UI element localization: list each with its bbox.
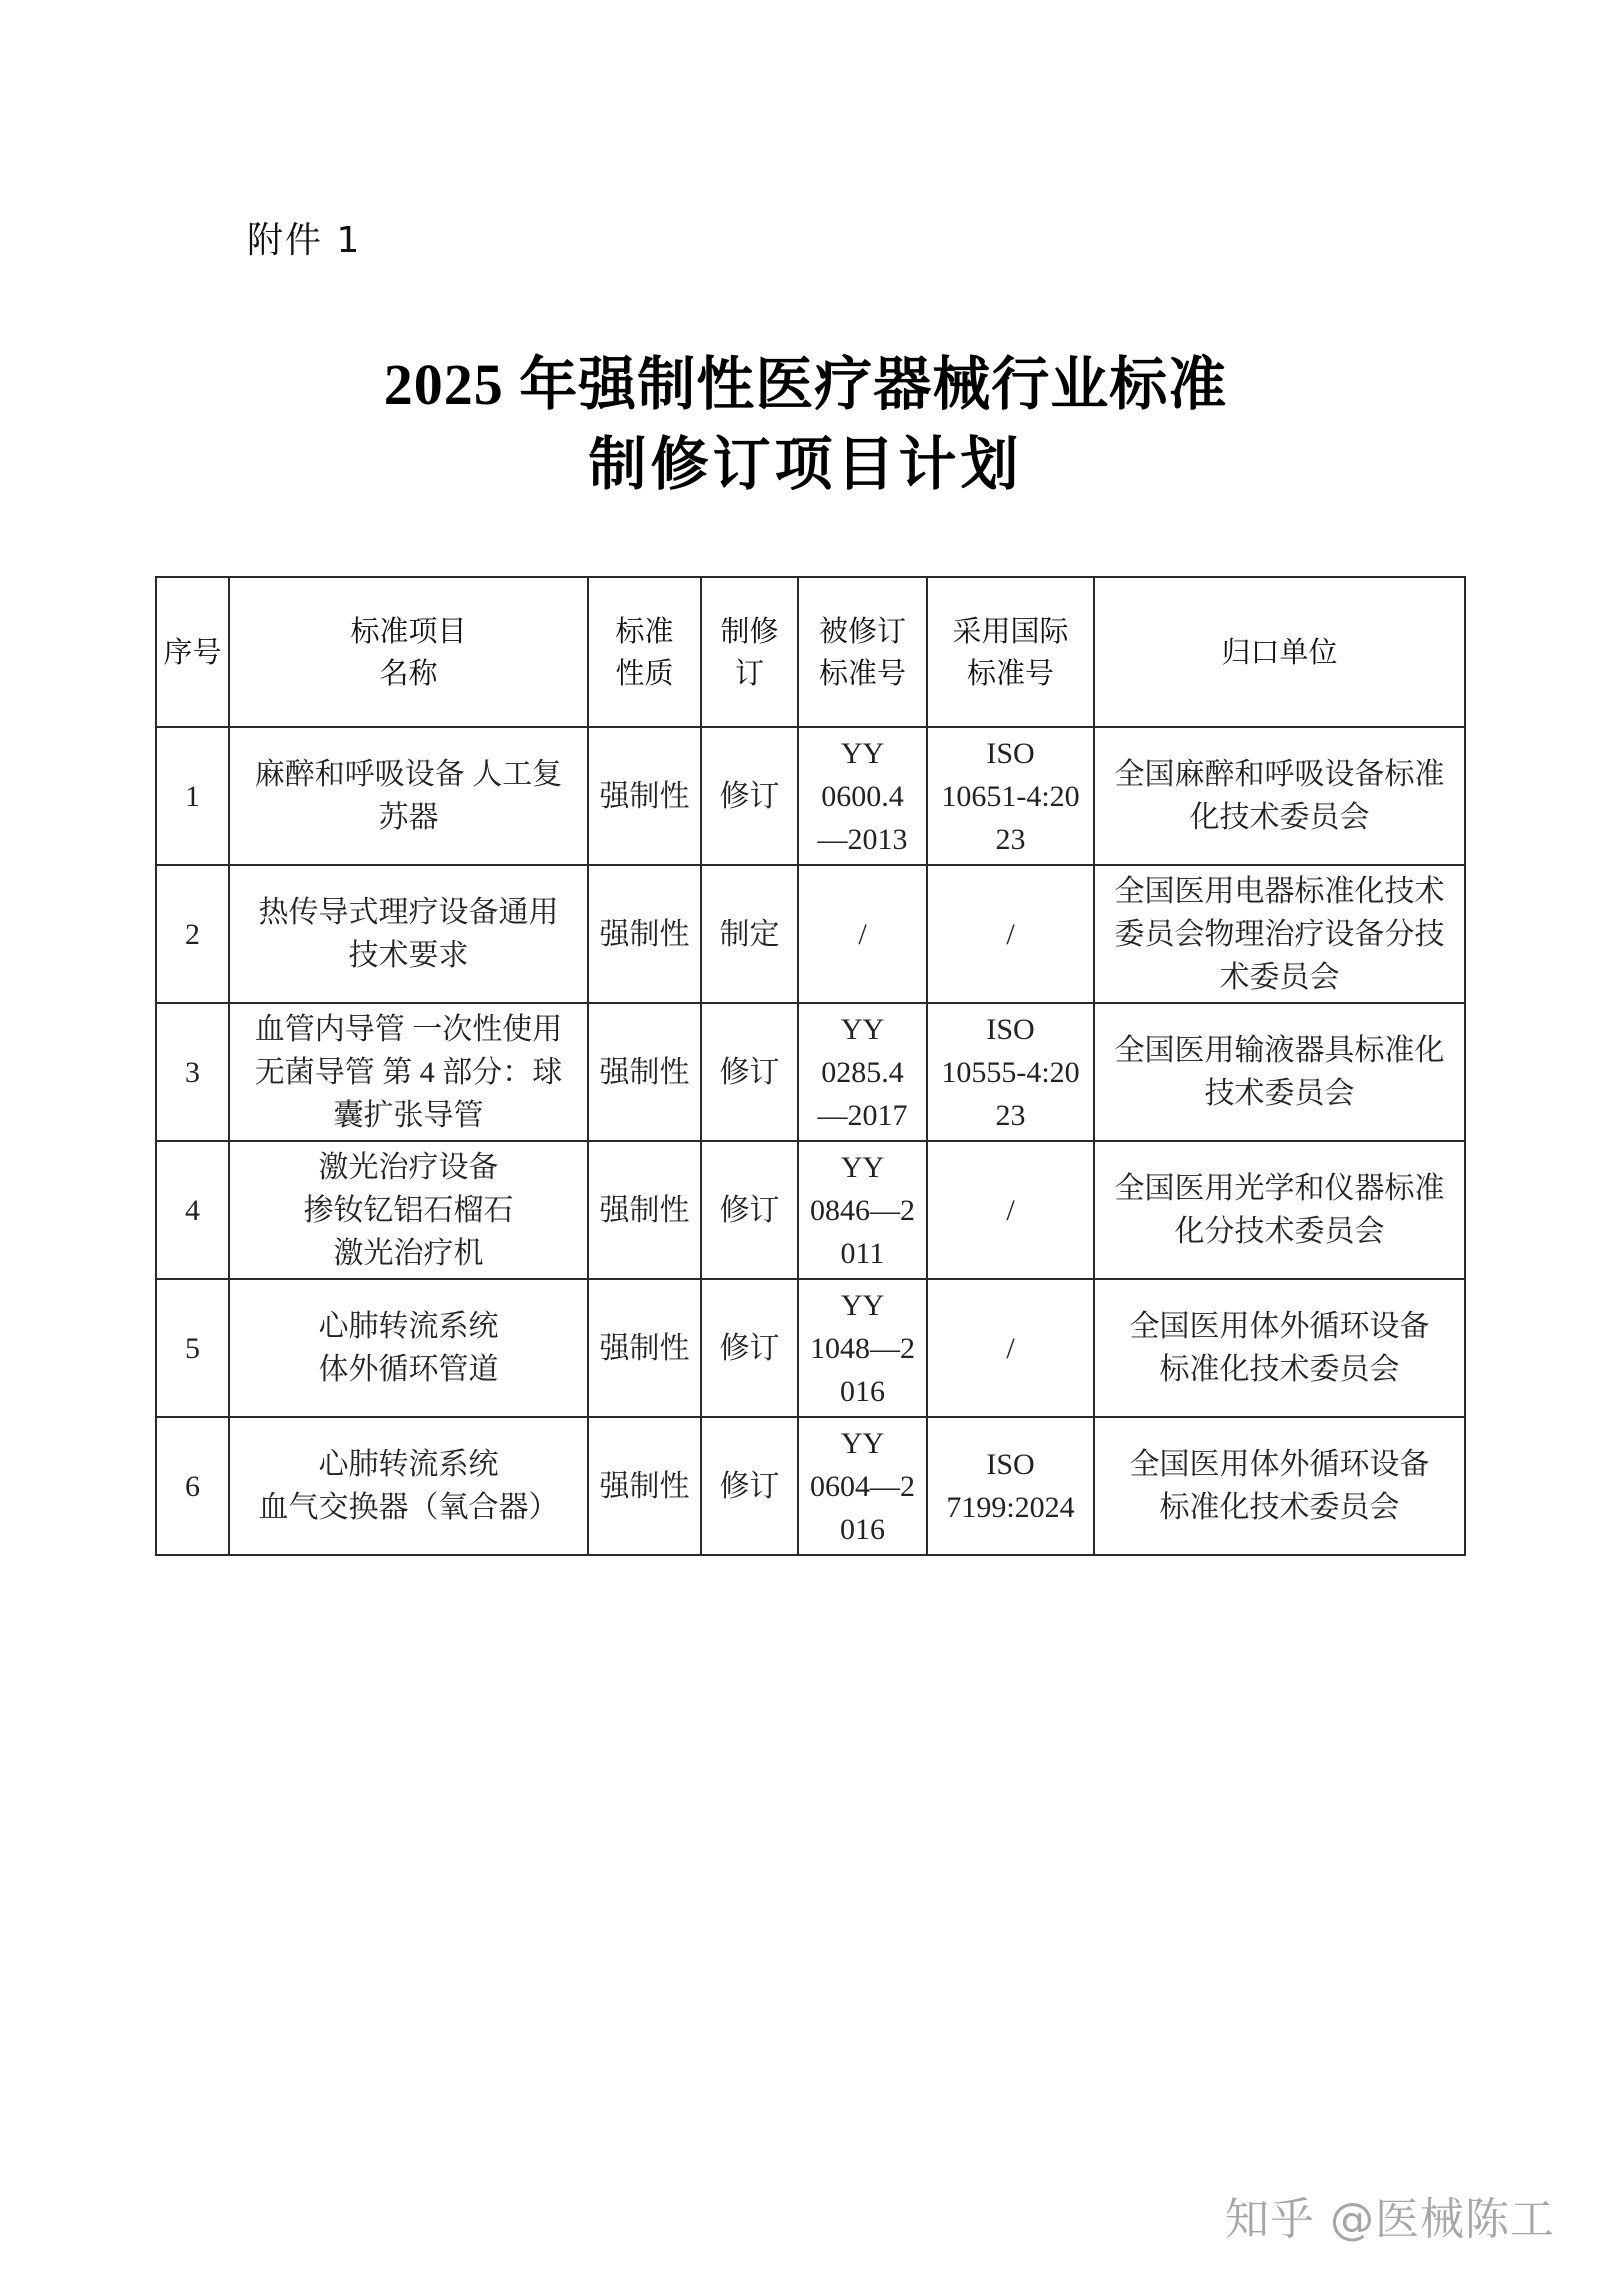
cell-text: 0604—2 xyxy=(810,1469,915,1503)
table-row xyxy=(156,1279,1465,1417)
cell-text: 0846—2 xyxy=(810,1193,915,1227)
cell-text: 血管内导管 一次性使用 xyxy=(254,1012,563,1046)
cell-serial-no: 3 xyxy=(156,1003,229,1141)
cell-international-standard xyxy=(927,1279,1094,1417)
cell-responsible-unit xyxy=(1094,865,1465,1003)
cell-international-standard xyxy=(927,865,1094,1003)
cell-text: 标准化技术委员会 xyxy=(1159,1353,1400,1386)
cell-text: 10651-4:20 xyxy=(941,779,1080,813)
cell-text: 0600.4 xyxy=(821,779,904,813)
cell-text: 激光治疗设备 xyxy=(318,1150,499,1184)
cell-text: 麻醉和呼吸设备 人工复 xyxy=(254,758,563,791)
table-row xyxy=(156,1141,1465,1279)
header-text: 标准项目 xyxy=(350,614,467,648)
table-row xyxy=(156,727,1465,865)
header-international-standard xyxy=(927,577,1094,727)
cell-nature: 强制性 xyxy=(588,865,701,1003)
cell-serial-no: 1 xyxy=(156,727,229,865)
cell-revised-standard xyxy=(798,727,927,865)
cell-text: 10555-4:20 xyxy=(941,1055,1080,1089)
cell-responsible-unit xyxy=(1094,1141,1465,1279)
cell-responsible-unit xyxy=(1094,1003,1465,1141)
header-text: 名称 xyxy=(379,656,438,690)
cell-revision-type: 修订 xyxy=(701,1141,798,1279)
header-text: 性质 xyxy=(615,656,674,690)
cell-international-standard xyxy=(927,1141,1094,1279)
cell-text: YY xyxy=(840,1012,885,1046)
cell-text: 016 xyxy=(840,1374,885,1408)
header-project-name xyxy=(229,577,588,727)
cell-text: 全国医用输液器具标准化 xyxy=(1114,1034,1445,1067)
header-text: 归口单位 xyxy=(1221,635,1338,669)
header-revised-standard xyxy=(798,577,927,727)
header-text: 标准号 xyxy=(966,656,1054,690)
cell-revision-type: 修订 xyxy=(701,1417,798,1555)
cell-text: 016 xyxy=(840,1512,885,1546)
cell-text: / xyxy=(1006,1331,1015,1365)
header-text: 订 xyxy=(734,656,764,690)
cell-text: 热传导式理疗设备通用 xyxy=(258,896,559,929)
cell-serial-no: 6 xyxy=(156,1417,229,1555)
cell-project-name xyxy=(229,1003,588,1141)
cell-text: 术委员会 xyxy=(1219,960,1340,994)
cell-text: ISO xyxy=(986,736,1035,770)
header-revision-type xyxy=(701,577,798,727)
cell-text: 011 xyxy=(840,1236,885,1270)
cell-nature: 强制性 xyxy=(588,1141,701,1279)
cell-text: 掺钕钇铝石榴石 xyxy=(303,1193,514,1227)
cell-text: 7199:2024 xyxy=(946,1491,1075,1524)
cell-nature: 强制性 xyxy=(588,1279,701,1417)
cell-text: 全国医用电器标准化技术 xyxy=(1114,874,1445,908)
header-serial-no xyxy=(156,577,229,727)
cell-revision-type: 修订 xyxy=(701,727,798,865)
cell-serial-no: 5 xyxy=(156,1279,229,1417)
cell-international-standard xyxy=(927,1003,1094,1141)
cell-project-name xyxy=(229,727,588,865)
cell-text: / xyxy=(1006,917,1015,951)
cell-text: 0285.4 xyxy=(821,1055,904,1089)
cell-text: 全国医用光学和仪器标准 xyxy=(1114,1172,1445,1205)
cell-text: 苏器 xyxy=(378,801,439,834)
attachment-label: 附件 1 xyxy=(247,220,362,261)
cell-revised-standard xyxy=(798,865,927,1003)
cell-revision-type: 修订 xyxy=(701,1279,798,1417)
header-text: 标准 xyxy=(615,614,674,648)
cell-responsible-unit xyxy=(1094,1279,1465,1417)
cell-nature: 强制性 xyxy=(588,1003,701,1141)
cell-text: 体外循环管道 xyxy=(318,1353,499,1386)
standards-plan-table xyxy=(155,576,1466,1556)
cell-text: ISO xyxy=(986,1012,1035,1046)
document-title-line-2: 制修订项目计划 xyxy=(588,432,1023,497)
cell-text: 心肺转流系统 xyxy=(318,1310,499,1343)
cell-text: 全国医用体外循环设备 xyxy=(1129,1310,1430,1343)
table-row xyxy=(156,865,1465,1003)
cell-revised-standard xyxy=(798,1141,927,1279)
cell-text: YY xyxy=(840,1150,885,1184)
cell-text: YY xyxy=(840,736,885,770)
cell-project-name xyxy=(229,1141,588,1279)
header-responsible-unit xyxy=(1094,577,1465,727)
cell-text: 心肺转流系统 xyxy=(318,1448,499,1481)
cell-nature: 强制性 xyxy=(588,1417,701,1555)
cell-text: ISO xyxy=(986,1448,1035,1481)
header-text: 序号 xyxy=(163,635,222,669)
cell-text: 技术委员会 xyxy=(1204,1077,1355,1110)
cell-revised-standard xyxy=(798,1417,927,1555)
cell-project-name xyxy=(229,1417,588,1555)
header-text: 制修 xyxy=(720,614,779,648)
cell-text: 全国医用体外循环设备 xyxy=(1129,1448,1430,1481)
cell-text: 标准化技术委员会 xyxy=(1159,1491,1400,1524)
cell-serial-no: 2 xyxy=(156,865,229,1003)
table-row xyxy=(156,1003,1465,1141)
cell-text: 化技术委员会 xyxy=(1189,801,1370,834)
header-text: 采用国际 xyxy=(952,614,1069,648)
cell-text: 委员会物理治疗设备分技 xyxy=(1114,917,1445,951)
cell-text: —2017 xyxy=(817,1098,908,1132)
cell-serial-no: 4 xyxy=(156,1141,229,1279)
cell-responsible-unit xyxy=(1094,1417,1465,1555)
cell-text: / xyxy=(1006,1193,1015,1227)
cell-project-name xyxy=(229,1279,588,1417)
cell-text: —2013 xyxy=(817,822,908,856)
cell-text: 血气交换器（氧合器） xyxy=(258,1491,559,1524)
cell-international-standard xyxy=(927,1417,1094,1555)
cell-text: 23 xyxy=(995,1098,1026,1132)
cell-revision-type: 修订 xyxy=(701,1003,798,1141)
cell-revision-type: 制定 xyxy=(701,865,798,1003)
document-title-line-1: 2025 年强制性医疗器械行业标准 xyxy=(383,352,1228,417)
header-text: 标准号 xyxy=(818,656,906,690)
cell-project-name xyxy=(229,865,588,1003)
table-row xyxy=(156,1417,1465,1555)
cell-text: YY xyxy=(840,1426,885,1460)
cell-text: 激光治疗机 xyxy=(333,1236,484,1270)
cell-revised-standard xyxy=(798,1279,927,1417)
cell-international-standard xyxy=(927,727,1094,865)
cell-nature: 强制性 xyxy=(588,727,701,865)
table-header-row xyxy=(156,577,1465,727)
cell-revised-standard xyxy=(798,1003,927,1141)
cell-text: 全国麻醉和呼吸设备标准 xyxy=(1114,758,1445,791)
cell-text: 化分技术委员会 xyxy=(1174,1215,1385,1248)
cell-text: 23 xyxy=(995,822,1026,856)
cell-text: 1048—2 xyxy=(810,1331,915,1365)
cell-text: 囊扩张导管 xyxy=(333,1098,484,1132)
header-text: 被修订 xyxy=(818,614,906,648)
cell-responsible-unit xyxy=(1094,727,1465,865)
watermark: 知乎 @医械陈工 xyxy=(1225,2194,1555,2245)
cell-text: 技术要求 xyxy=(348,939,469,972)
cell-text: / xyxy=(858,917,867,951)
cell-text: 无菌导管 第 4 部分：球 xyxy=(254,1055,563,1089)
header-nature xyxy=(588,577,701,727)
cell-text: YY xyxy=(840,1288,885,1322)
